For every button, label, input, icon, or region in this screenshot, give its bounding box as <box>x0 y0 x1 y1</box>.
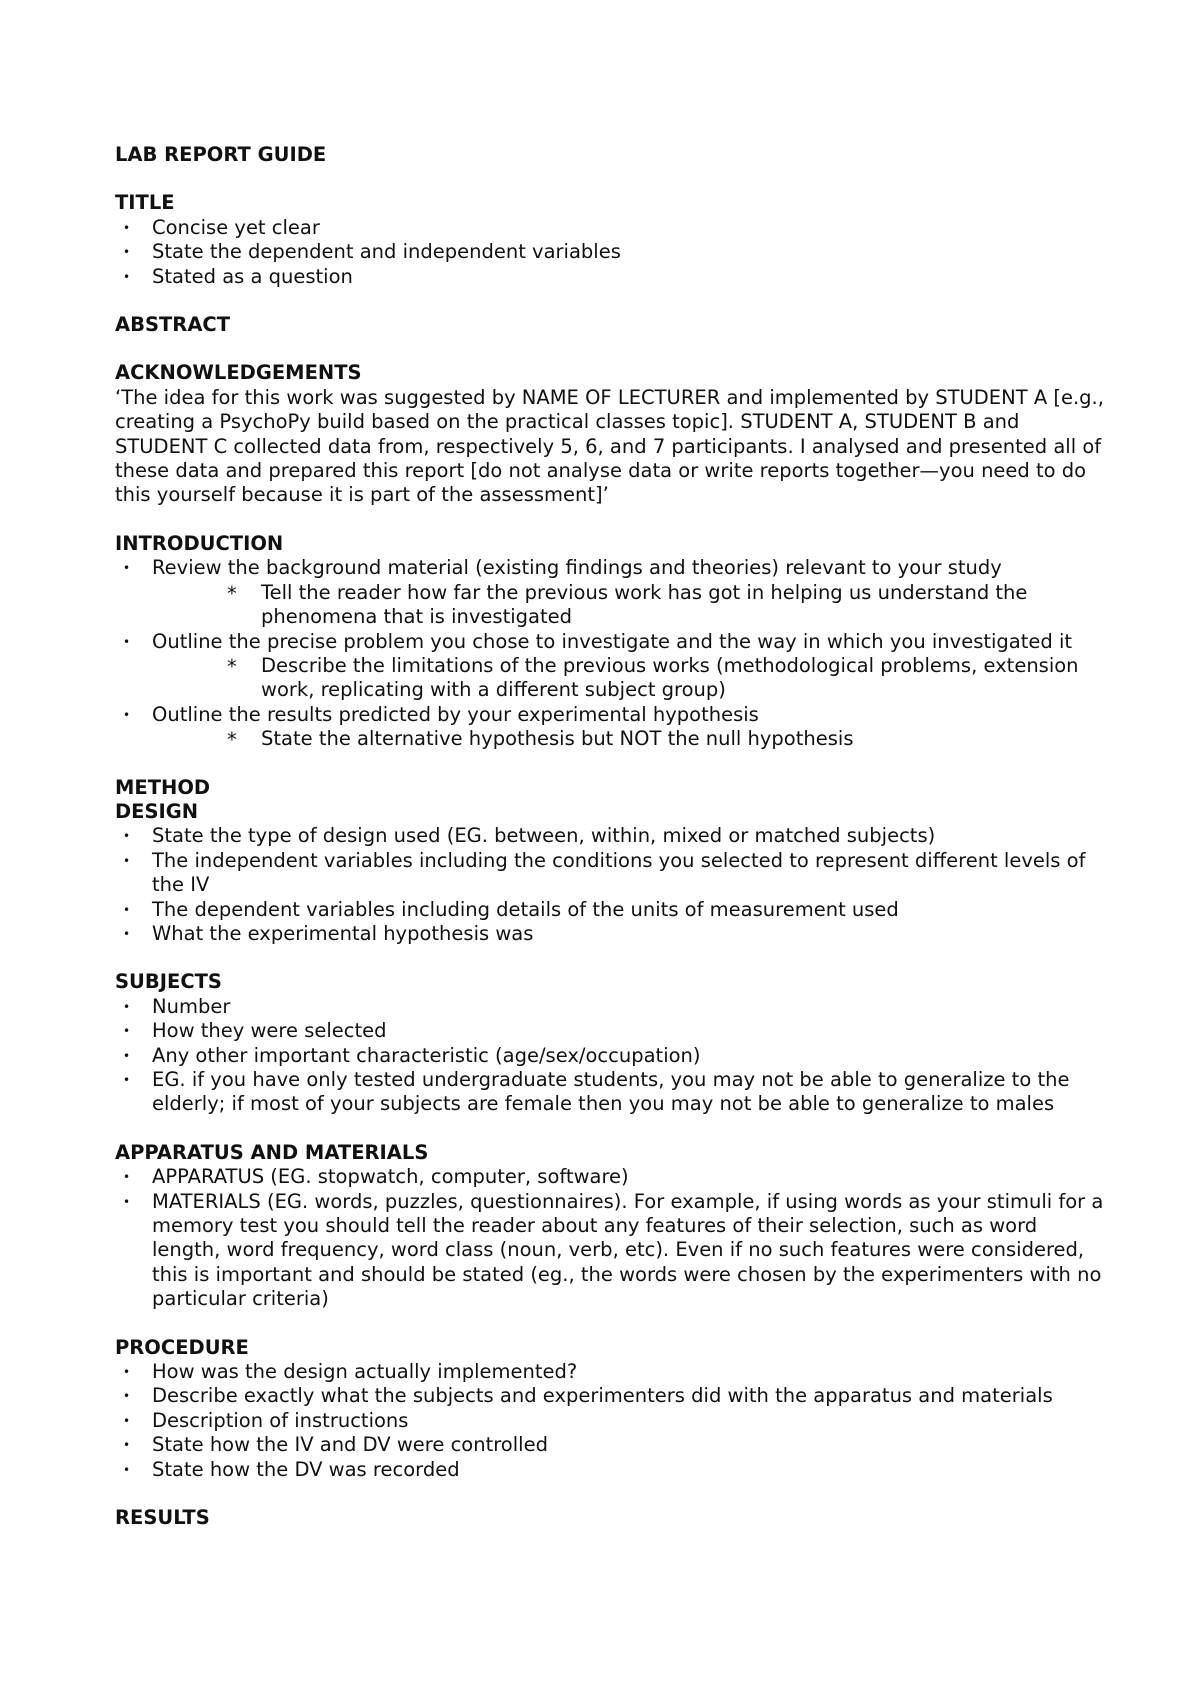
list-item: • Number <box>115 995 1105 1019</box>
spacer <box>115 752 1105 776</box>
list-item: • State how the DV was recorded <box>115 1458 1105 1482</box>
introduction-sublist <box>115 727 1105 751</box>
document-page <box>115 143 1105 1531</box>
introduction-sublist <box>115 581 1105 630</box>
introduction-list <box>115 630 1105 654</box>
list-item-text: Outline the results predicted by your experimental hypothesis <box>152 702 759 726</box>
introduction-list <box>115 556 1105 580</box>
method-section <box>115 776 1105 1483</box>
sub-list-item: * Tell the reader how far the previous work has got in helping us understand the phenomena that is investigated <box>115 581 1105 630</box>
title-list <box>115 216 1105 289</box>
title-section <box>115 191 1105 289</box>
list-item: • How was the design actually implemented? <box>115 1360 1105 1384</box>
introduction-sublist <box>115 654 1105 703</box>
method-heading: METHOD <box>115 775 211 799</box>
list-item: • State how the IV and DV were controlled <box>115 1433 1105 1457</box>
list-item: • State the type of design used (EG. between, within, mixed or matched subjects) <box>115 824 1105 848</box>
spacer <box>115 1482 1105 1506</box>
list-item: • Any other important characteristic (age/sex/occupation) <box>115 1044 1105 1068</box>
list-item: • What the experimental hypothesis was <box>115 922 1105 946</box>
list-item <box>115 703 1105 727</box>
apparatus-heading: APPARATUS AND MATERIALS <box>115 1140 429 1164</box>
title-heading: TITLE <box>115 191 175 215</box>
list-item: • The dependent variables including details of the units of measurement used <box>115 898 1105 922</box>
spacer <box>115 167 1105 191</box>
list-item: • Describe exactly what the subjects and experimenters did with the apparatus and materials <box>115 1384 1105 1408</box>
acknowledgements-section <box>115 361 1105 507</box>
list-item: • How they were selected <box>115 1019 1105 1043</box>
list-item: • Concise yet clear <box>115 216 1105 240</box>
list-item: • APPARATUS (EG. stopwatch, computer, software) <box>115 1165 1105 1189</box>
list-item <box>115 556 1105 580</box>
introduction-section <box>115 532 1105 752</box>
abstract-heading: ABSTRACT <box>115 313 231 337</box>
acknowledgements-text: ‘The idea for this work was suggested by NAME OF LECTURER and implemented by STUDENT A [e.g., creating a PsychoPy build based on the practical classes topic]. STUDENT A, STUDENT B and STUDENT C collected data from, respectively 5, 6, and 7 participants. I analysed and presented all of these data and prepared this report [do not analyse data or write reports together—you need to do this yourself because it is part of the assessment]’ <box>115 385 1104 507</box>
list-item: • The independent variables including the conditions you selected to represent different levels of the IV <box>115 849 1105 898</box>
list-item: • Stated as a question <box>115 265 1105 289</box>
abstract-section <box>115 313 1105 337</box>
results-section <box>115 1506 1105 1530</box>
introduction-list <box>115 703 1105 727</box>
list-item <box>115 630 1105 654</box>
list-item-text: Review the background material (existing findings and theories) relevant to your study <box>152 556 1002 580</box>
spacer <box>115 508 1105 532</box>
sub-list-item: * State the alternative hypothesis but NOT the null hypothesis <box>115 727 1105 751</box>
procedure-list <box>115 1360 1105 1482</box>
design-list <box>115 824 1105 946</box>
acknowledgements-heading: ACKNOWLEDGEMENTS <box>115 361 362 385</box>
sub-list-item: * Describe the limitations of the previous works (methodological problems, extension work, replicating with a different subject group) <box>115 654 1105 703</box>
design-heading: DESIGN <box>115 799 199 823</box>
spacer <box>115 1312 1105 1336</box>
list-item-text: Outline the precise problem you chose to investigate and the way in which you investigated it <box>152 629 1073 653</box>
list-item: • Description of instructions <box>115 1409 1105 1433</box>
procedure-heading: PROCEDURE <box>115 1335 249 1359</box>
list-item: • MATERIALS (EG. words, puzzles, questionnaires). For example, if using words as your stimuli for a memory test you should tell the reader about any features of their selection, such as word length, word frequency, word class (noun, verb, etc). Even if no such features were considered, this is important and should be stated (eg., the words were chosen by the experimenters with no particular criteria) <box>115 1190 1105 1312</box>
results-heading: RESULTS <box>115 1506 210 1530</box>
spacer <box>115 1117 1105 1141</box>
introduction-heading: INTRODUCTION <box>115 531 284 555</box>
apparatus-list <box>115 1165 1105 1311</box>
document-title: LAB REPORT GUIDE <box>115 143 327 166</box>
spacer <box>115 337 1105 361</box>
list-item: • State the dependent and independent variables <box>115 240 1105 264</box>
subjects-list <box>115 995 1105 1117</box>
subjects-heading: SUBJECTS <box>115 970 222 994</box>
list-item: • EG. if you have only tested undergraduate students, you may not be able to generalize to the elderly; if most of your subjects are female then you may not be able to generalize to males <box>115 1068 1105 1117</box>
spacer <box>115 946 1105 970</box>
spacer <box>115 289 1105 313</box>
